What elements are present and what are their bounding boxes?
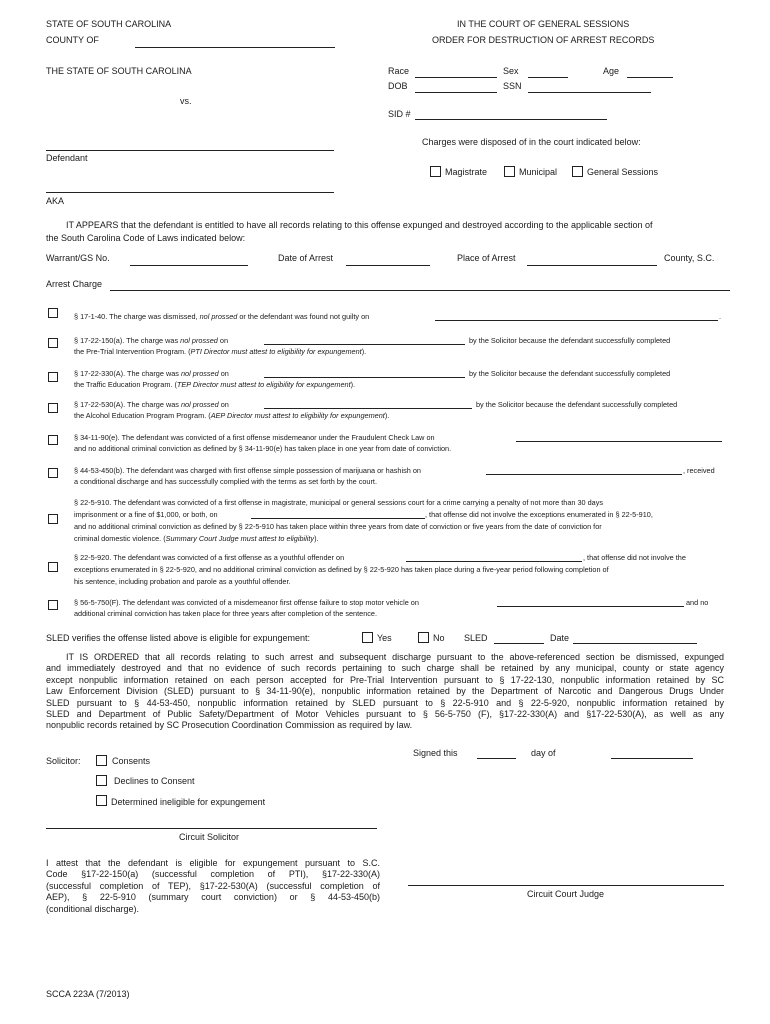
section-34-11-90-checkbox[interactable] — [48, 435, 58, 445]
arrest-place-field[interactable] — [527, 265, 657, 266]
section-17-22-530-text: § 17-22-530(A). The charge was nol prossed on — [74, 400, 229, 409]
appears-line-2: the South Carolina Code of Laws indicated below: — [46, 233, 246, 243]
day-of-label: day of — [531, 748, 556, 758]
fraudulent-check-date-field[interactable] — [516, 441, 722, 442]
arrest-date-field[interactable] — [346, 265, 430, 266]
arrest-charge-label: Arrest Charge — [46, 279, 103, 289]
section-17-22-150-text: § 17-22-150(a). The charge was nol prossed on — [74, 336, 229, 345]
circuit-judge-signature-line[interactable] — [408, 885, 724, 886]
attest-line-3: (successful completion of TEP), §17-22-530(A) (successful completion of — [46, 880, 380, 891]
sex-label: Sex — [503, 66, 519, 76]
section-17-22-330-solicitor: by the Solicitor because the defendant successfully completed — [469, 369, 671, 378]
consents-checkbox[interactable] — [96, 755, 107, 766]
section-44-53-450-line-2: a conditional discharge and has successfully complied with the terms as set forth by the court. — [74, 477, 377, 486]
county-field[interactable] — [135, 47, 335, 48]
order-line-5: SLED pursuant to § 44-53-450, nonpublic information retained by SLED pursuant to § 22-5-910 and § 22-5-920, nonpublic information retained by — [46, 697, 724, 708]
section-44-53-450-checkbox[interactable] — [48, 468, 58, 478]
attest-line-5: (conditional discharge). — [46, 903, 140, 914]
court-heading: IN THE COURT OF GENERAL SESSIONS — [457, 19, 630, 29]
signed-month-field[interactable] — [611, 758, 693, 759]
race-field[interactable] — [415, 77, 497, 78]
sled-initials-field[interactable] — [494, 643, 544, 644]
marijuana-date-field[interactable] — [486, 474, 682, 475]
section-22-5-910-line-3: and no additional criminal conviction as defined by § 22-5-910 has taken place within three years from date of conviction or five years from the date of conviction for — [74, 522, 602, 531]
circuit-solicitor-label: Circuit Solicitor — [179, 832, 240, 842]
section-56-5-750-checkbox[interactable] — [48, 600, 58, 610]
section-22-5-910-line-2: imprisonment or a fine of $1,000, or both, on — [74, 510, 218, 519]
section-17-1-40-end: . — [719, 312, 722, 321]
section-56-5-750-and-no: and no — [686, 598, 709, 607]
section-56-5-750-text: § 56-5-750(F). The defendant was convicted of a misdemeanor first offense failure to stop motor vehicle on — [74, 598, 419, 607]
order-line-2: and immediately destroyed and that no evidence of such records pertaining to such charge shall be retained by any municipal, county or state agency — [46, 663, 724, 674]
attest-line-4: AEP), § 22-5-910 (summary court conviction) or § 44-53-450(b) — [46, 892, 380, 903]
section-44-53-450-received: , received — [683, 466, 715, 475]
ssn-field[interactable] — [528, 92, 651, 93]
arrest-place-label: Place of Arrest — [457, 253, 516, 263]
municipal-label: Municipal — [519, 167, 558, 177]
sled-yes-checkbox[interactable] — [362, 632, 373, 643]
section-44-53-450-text: § 44-53-450(b). The defendant was charged with first offense simple possession of marijuana or hashish on — [74, 466, 421, 475]
consents-label: Consents — [112, 756, 151, 766]
order-line-1: IT IS ORDERED that all records relating to such arrest and subsequent discharge pursuant to the above-referenced section be dismissed, expunged — [66, 652, 724, 662]
aka-label: AKA — [46, 196, 65, 206]
order-line-4: Law Enforcement Division (SLED) pursuant to § 34-11-90(e), nonpublic information retained by the Department of Narcotic and Dangerous Drugs Under — [46, 686, 724, 697]
sid-label: SID # — [388, 109, 411, 119]
section-17-22-330-text: § 17-22-330(A). The charge was nol prossed on — [74, 369, 229, 378]
section-17-22-330-checkbox[interactable] — [48, 372, 58, 382]
section-22-5-920-line-2: exceptions enumerated in § 22-5-920, and no additional criminal conviction as defined by § 22-5-920 has taken place during a five-year period following completion of — [74, 565, 609, 574]
sled-date-label: Date — [550, 633, 570, 643]
dob-label: DOB — [388, 81, 408, 91]
versus-label: vs. — [180, 96, 192, 106]
failure-to-stop-date-field[interactable] — [497, 606, 684, 607]
section-56-5-750-line-2: additional criminal conviction has taken place for three years after completion of the sentence. — [74, 609, 377, 618]
county-sc-label: County, S.C. — [664, 253, 715, 263]
declines-label: Declines to Consent — [114, 776, 195, 786]
section-17-22-530-line-2: the Alcohol Education Program Program. (AEP Director must attest to eligibility for expungement). — [74, 411, 390, 420]
defendant-label: Defendant — [46, 153, 88, 163]
age-label: Age — [603, 66, 620, 76]
declines-checkbox[interactable] — [96, 775, 107, 786]
magistrate-checkbox[interactable] — [430, 166, 441, 177]
race-label: Race — [388, 66, 410, 76]
section-17-22-150-solicitor: by the Solicitor because the defendant successfully completed — [469, 336, 671, 345]
section-17-22-330-line-2: the Traffic Education Program. (TEP Director must attest to eligibility for expungement). — [74, 380, 356, 389]
form-number: SCCA 223A (7/2013) — [46, 989, 130, 999]
state-heading: STATE OF SOUTH CAROLINA — [46, 19, 172, 29]
arrest-charge-field[interactable] — [110, 290, 730, 291]
summary-conviction-date-field[interactable] — [251, 518, 425, 519]
sled-no-checkbox[interactable] — [418, 632, 429, 643]
ssn-label: SSN — [503, 81, 522, 91]
section-34-11-90-line-2: and no additional criminal conviction as defined by § 34-11-90(e) has taken place in one year from date of conviction. — [74, 444, 452, 453]
section-17-22-150-line-2: the Pre-Trial Intervention Program. (PTI Director must attest to eligibility for expungement). — [74, 347, 367, 356]
sex-field[interactable] — [528, 77, 568, 78]
general-sessions-label: General Sessions — [587, 167, 659, 177]
order-line-6: SLED and Department of Public Safety/Department of Motor Vehicles pursuant to § 56-5-750 (F), §17-22-330(A) and §17-22-530(A), as well as any — [46, 709, 724, 720]
signed-day-field[interactable] — [477, 758, 516, 759]
section-22-5-910-text: § 22-5-910. The defendant was convicted of a first offense in magistrate, municipal or general sessions court for a crime carrying a penalty of not more than 30 days — [74, 498, 604, 507]
aka-field[interactable] — [46, 192, 334, 193]
state-party: THE STATE OF SOUTH CAROLINA — [46, 66, 192, 76]
section-22-5-910-checkbox[interactable] — [48, 514, 58, 524]
municipal-checkbox[interactable] — [504, 166, 515, 177]
age-field[interactable] — [627, 77, 673, 78]
warrant-field[interactable] — [130, 265, 248, 266]
dob-field[interactable] — [415, 92, 497, 93]
section-22-5-910-exceptions: , that offense did not involve the exceptions enumerated in § 22-5-910, — [425, 510, 653, 519]
magistrate-label: Magistrate — [445, 167, 488, 177]
section-22-5-920-text: § 22-5-920. The defendant was convicted of a first offense as a youthful offender on — [74, 553, 345, 562]
order-line-3: except nonpublic information retained on each person accepted for Pre-Trial Intervention pursuant to § 17-22-130, nonpublic information retained by SC — [46, 674, 724, 685]
section-17-1-40-text: § 17-1-40. The charge was dismissed, nol prossed or the defendant was found not guilty on — [74, 312, 370, 321]
section-22-5-910-line-4: criminal domestic violence. (Summary Court Judge must attest to eligibility). — [74, 534, 319, 543]
appears-line-1: IT APPEARS that the defendant is entitled to have all records relating to this offense expunged and destroyed according to the applicable section of — [66, 220, 653, 230]
aep-date-field[interactable] — [264, 408, 472, 409]
ineligible-checkbox[interactable] — [96, 795, 107, 806]
disposition-prompt: Charges were disposed of in the court indicated below: — [422, 137, 641, 147]
section-17-22-530-solicitor: by the Solicitor because the defendant successfully completed — [476, 400, 678, 409]
section-17-1-40-checkbox[interactable] — [48, 308, 58, 318]
warrant-label: Warrant/GS No. — [46, 253, 110, 263]
county-label: COUNTY OF — [46, 35, 99, 45]
dismissal-date-field[interactable] — [435, 320, 718, 321]
youthful-offender-date-field[interactable] — [406, 561, 582, 562]
sled-no-label: No — [433, 633, 445, 643]
tep-date-field[interactable] — [264, 377, 465, 378]
circuit-judge-label: Circuit Court Judge — [527, 889, 605, 899]
order-line-7: nonpublic records retained by SC Prosecution Coordination Commission as required by law. — [46, 720, 413, 731]
attest-line-1: I attest that the defendant is eligible for expungement pursuant to S.C. — [46, 858, 380, 868]
defendant-field[interactable] — [46, 150, 334, 151]
section-34-11-90-text: § 34-11-90(e). The defendant was convicted of a first offense misdemeanor under the Fraudulent Check Law on — [74, 433, 435, 442]
general-sessions-checkbox[interactable] — [572, 166, 583, 177]
order-title: ORDER FOR DESTRUCTION OF ARREST RECORDS — [432, 35, 655, 45]
section-17-22-530-checkbox[interactable] — [48, 403, 58, 413]
section-22-5-920-exceptions: , that offense did not involve the — [583, 553, 686, 562]
sid-field[interactable] — [415, 119, 607, 120]
ineligible-label: Determined ineligible for expungement — [111, 797, 266, 807]
pti-date-field[interactable] — [264, 344, 465, 345]
sled-label: SLED — [464, 633, 488, 643]
section-17-22-150-checkbox[interactable] — [48, 338, 58, 348]
signed-this-label: Signed this — [413, 748, 458, 758]
sled-date-field[interactable] — [573, 643, 697, 644]
attest-line-2: Code §17-22-150(a) (successful completion of PTI), §17-22-330(A) — [46, 869, 380, 880]
attestation-paragraph — [46, 858, 380, 915]
section-22-5-920-line-3: his sentence, including probation and parole as a youthful offender. — [74, 577, 291, 586]
order-paragraph — [46, 652, 724, 732]
solicitor-label: Solicitor: — [46, 756, 81, 766]
section-22-5-920-checkbox[interactable] — [48, 562, 58, 572]
circuit-solicitor-signature-line[interactable] — [46, 828, 377, 829]
arrest-date-label: Date of Arrest — [278, 253, 334, 263]
sled-yes-label: Yes — [377, 633, 392, 643]
sled-verify-label: SLED verifies the offense listed above is eligible for expungement: — [46, 633, 310, 643]
